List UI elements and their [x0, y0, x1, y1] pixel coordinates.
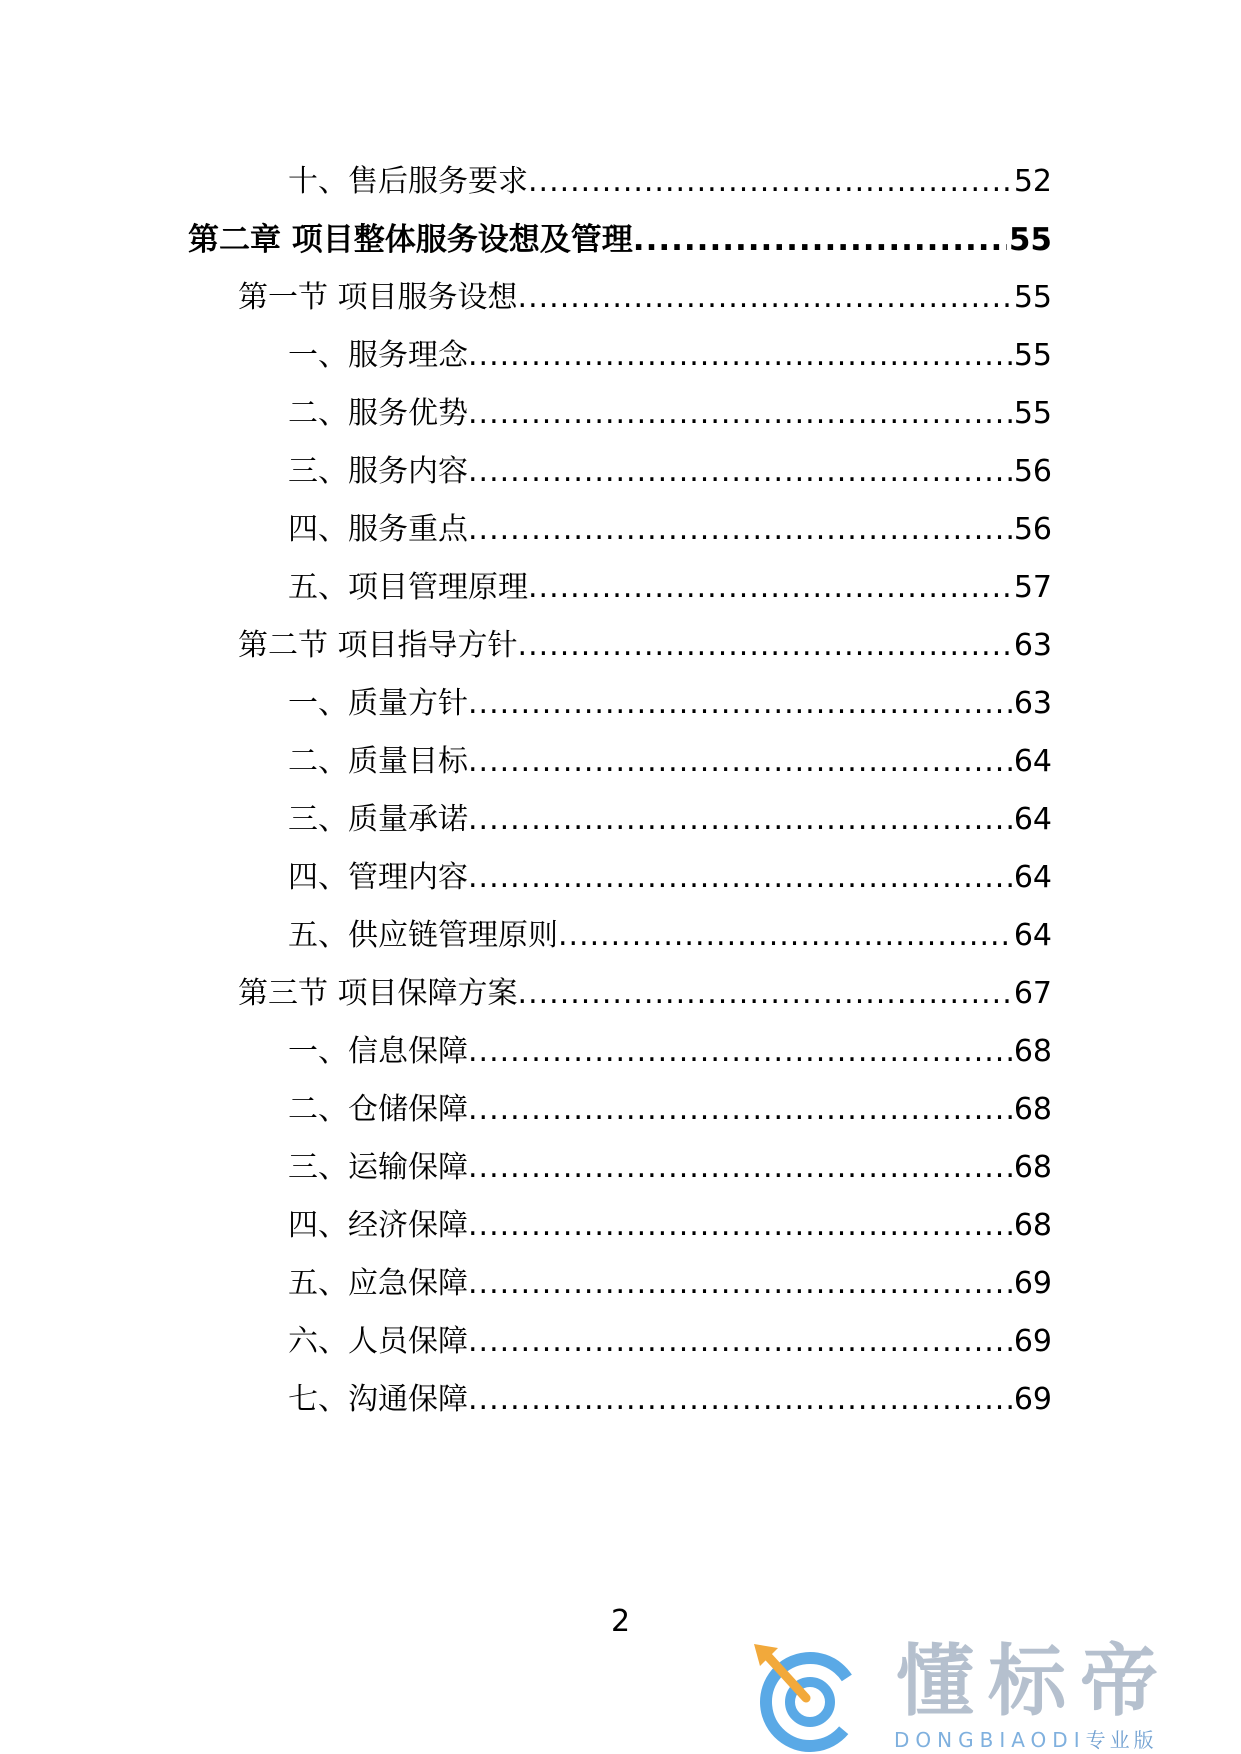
toc-entry-page: 63: [1013, 628, 1052, 663]
toc-entry-title: 五、供应链管理原则: [288, 918, 558, 953]
toc-dot-leader: [518, 624, 1012, 668]
toc-entry[interactable]: [288, 798, 1052, 842]
toc-section-entry[interactable]: [238, 276, 1052, 320]
watermark-latin: DONGBIAODI: [894, 1728, 1086, 1752]
watermark: [748, 1636, 1218, 1754]
toc-entry-page: 64: [1013, 918, 1052, 953]
toc-entry[interactable]: [288, 1146, 1052, 1190]
toc-entry-page: 68: [1013, 1034, 1052, 1069]
toc-entry-title: 四、经济保障: [288, 1208, 468, 1243]
toc-dot-leader: [468, 1262, 1012, 1306]
toc-entry-page: 69: [1013, 1324, 1052, 1359]
toc-entry-page: 63: [1013, 686, 1052, 721]
watermark-edition: 专业版: [1085, 1728, 1158, 1752]
toc-entry-title: 五、应急保障: [288, 1266, 468, 1301]
toc-entry-page: 64: [1013, 860, 1052, 895]
toc-entry-title: 二、仓储保障: [288, 1092, 468, 1127]
toc-entry-page: 64: [1013, 744, 1052, 779]
toc-dot-leader: [468, 1320, 1012, 1364]
toc-entry-title: 六、人员保障: [288, 1324, 468, 1359]
watermark-subtitle: [894, 1728, 1158, 1752]
toc-entry[interactable]: [288, 450, 1052, 494]
toc-dot-leader: [468, 508, 1012, 552]
toc-entry-title: 三、质量承诺: [288, 802, 468, 837]
toc-entry-title: 五、项目管理原理: [288, 570, 528, 605]
toc-entry-title: 第二节 项目指导方针: [238, 628, 518, 663]
toc-entry-title: 七、沟通保障: [288, 1382, 468, 1417]
toc-dot-leader: [468, 450, 1012, 494]
toc-entry-page: 55: [1013, 396, 1052, 431]
toc-dot-leader: [518, 972, 1012, 1016]
toc-entry[interactable]: [288, 334, 1052, 378]
toc-entry[interactable]: [288, 566, 1052, 610]
toc-entry[interactable]: [288, 1204, 1052, 1248]
toc-entry-title: 第一节 项目服务设想: [238, 280, 518, 315]
toc-entry-page: 55: [1008, 222, 1052, 258]
toc-dot-leader: [468, 1378, 1012, 1422]
toc-section-entry[interactable]: [238, 624, 1052, 668]
toc-entry-page: 69: [1013, 1266, 1052, 1301]
toc-section-entry[interactable]: [238, 972, 1052, 1016]
toc-entry-page: 55: [1013, 280, 1052, 315]
toc-entry[interactable]: [288, 914, 1052, 958]
toc-entry-title: 第二章 项目整体服务设想及管理: [188, 222, 633, 258]
toc-entry-title: 十、售后服务要求: [288, 164, 528, 199]
toc-entry-title: 一、服务理念: [288, 338, 468, 373]
toc-entry[interactable]: [288, 160, 1052, 204]
toc-dot-leader: [468, 798, 1012, 842]
toc-entry-page: 69: [1013, 1382, 1052, 1417]
toc-entry[interactable]: [288, 392, 1052, 436]
toc-entry-title: 四、服务重点: [288, 512, 468, 547]
toc-dot-leader: [468, 682, 1012, 726]
toc-entry[interactable]: [288, 1320, 1052, 1364]
toc-entry-title: 二、质量目标: [288, 744, 468, 779]
toc-dot-leader: [518, 276, 1012, 320]
toc-dot-leader: [633, 218, 1007, 262]
toc-entry-title: 一、质量方针: [288, 686, 468, 721]
toc-dot-leader: [528, 160, 1012, 204]
toc-dot-leader: [468, 334, 1012, 378]
toc-entry-page: 55: [1013, 338, 1052, 373]
toc-entry[interactable]: [288, 856, 1052, 900]
toc-entry-title: 三、运输保障: [288, 1150, 468, 1185]
toc-entry-page: 68: [1013, 1208, 1052, 1243]
page-number: 2: [610, 1604, 631, 1639]
toc-dot-leader: [468, 1146, 1012, 1190]
toc-entry[interactable]: [288, 740, 1052, 784]
toc-entry-page: 68: [1013, 1150, 1052, 1185]
toc-entry-title: 第三节 项目保障方案: [238, 976, 518, 1011]
toc-entry-title: 四、管理内容: [288, 860, 468, 895]
toc-dot-leader: [468, 856, 1012, 900]
toc-entry[interactable]: [288, 508, 1052, 552]
toc-entry-title: 一、信息保障: [288, 1034, 468, 1069]
toc-entry-page: 68: [1013, 1092, 1052, 1127]
toc-entry-page: 52: [1013, 164, 1052, 199]
toc-dot-leader: [468, 392, 1012, 436]
toc-entry-title: 二、服务优势: [288, 396, 468, 431]
toc-dot-leader: [468, 740, 1012, 784]
watermark-brand: 懂标帝: [896, 1637, 1173, 1727]
toc-dot-leader: [558, 914, 1012, 958]
toc-chapter-entry[interactable]: [188, 218, 1052, 262]
toc-entry-page: 56: [1013, 454, 1052, 489]
toc-dot-leader: [528, 566, 1012, 610]
toc-dot-leader: [468, 1204, 1012, 1248]
toc-entry-page: 57: [1013, 570, 1052, 605]
toc-entry-page: 67: [1013, 976, 1052, 1011]
toc-dot-leader: [468, 1088, 1012, 1132]
toc-entry[interactable]: [288, 682, 1052, 726]
toc-entry[interactable]: [288, 1262, 1052, 1306]
toc-entry[interactable]: [288, 1378, 1052, 1422]
toc-entry[interactable]: [288, 1088, 1052, 1132]
toc-dot-leader: [468, 1030, 1012, 1074]
toc-entry-title: 三、服务内容: [288, 454, 468, 489]
toc-entry-page: 56: [1013, 512, 1052, 547]
target-arrow-icon: [748, 1642, 868, 1752]
toc-entry[interactable]: [288, 1030, 1052, 1074]
toc-entry-page: 64: [1013, 802, 1052, 837]
